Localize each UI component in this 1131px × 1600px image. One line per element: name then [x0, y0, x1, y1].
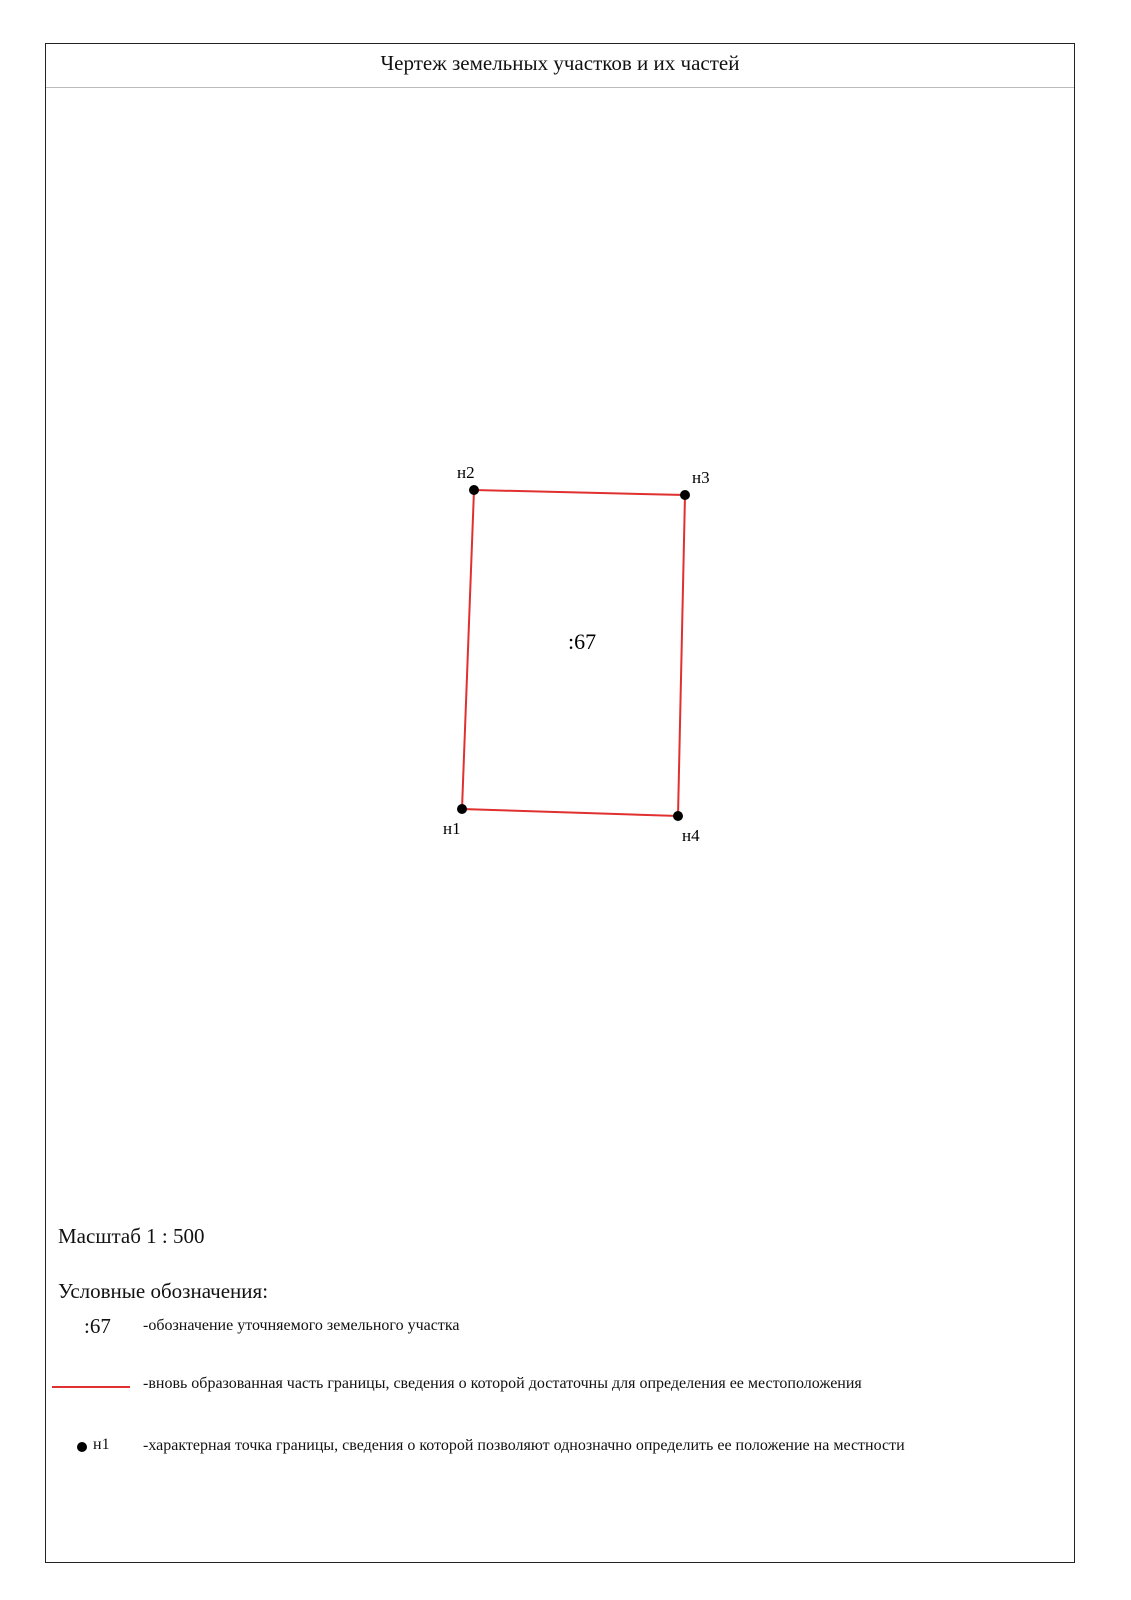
legend-description: -характерная точка границы, сведения о которой позволяют однозначно определить ее положение на местности [143, 1437, 905, 1454]
document-title: Чертеж земельных участков и их частей [46, 44, 1074, 88]
boundary-point-n2 [469, 485, 479, 495]
legend-item-parcel-label [46, 1314, 1046, 1344]
point-label-n4: н4 [682, 826, 700, 845]
boundary-point-n4 [673, 811, 683, 821]
boundary-point-n1 [457, 804, 467, 814]
legend-description: -обозначение уточняемого земельного участка [143, 1317, 460, 1334]
point-icon [77, 1442, 87, 1452]
boundary-point-n3 [680, 490, 690, 500]
legend-symbol-parcel-label: :67 [84, 1314, 111, 1338]
legend-item-boundary-line [46, 1372, 1046, 1402]
legend-description: -вновь образованная часть границы, сведения о которой достаточны для определения ее местоположения [143, 1375, 862, 1392]
legend-title: Условные обозначения: [58, 1279, 269, 1303]
point-label-n1: н1 [443, 819, 461, 838]
parcel-label: :67 [568, 629, 597, 654]
red-line-icon [52, 1386, 130, 1388]
legend-symbol-point-label: н1 [93, 1436, 110, 1453]
drawing-frame [45, 43, 1075, 1563]
point-label-n3: н3 [692, 468, 710, 487]
legend-item-boundary-point [46, 1434, 1046, 1464]
scale-label: Масштаб 1 : 500 [58, 1224, 205, 1248]
point-label-n2: н2 [457, 463, 475, 482]
